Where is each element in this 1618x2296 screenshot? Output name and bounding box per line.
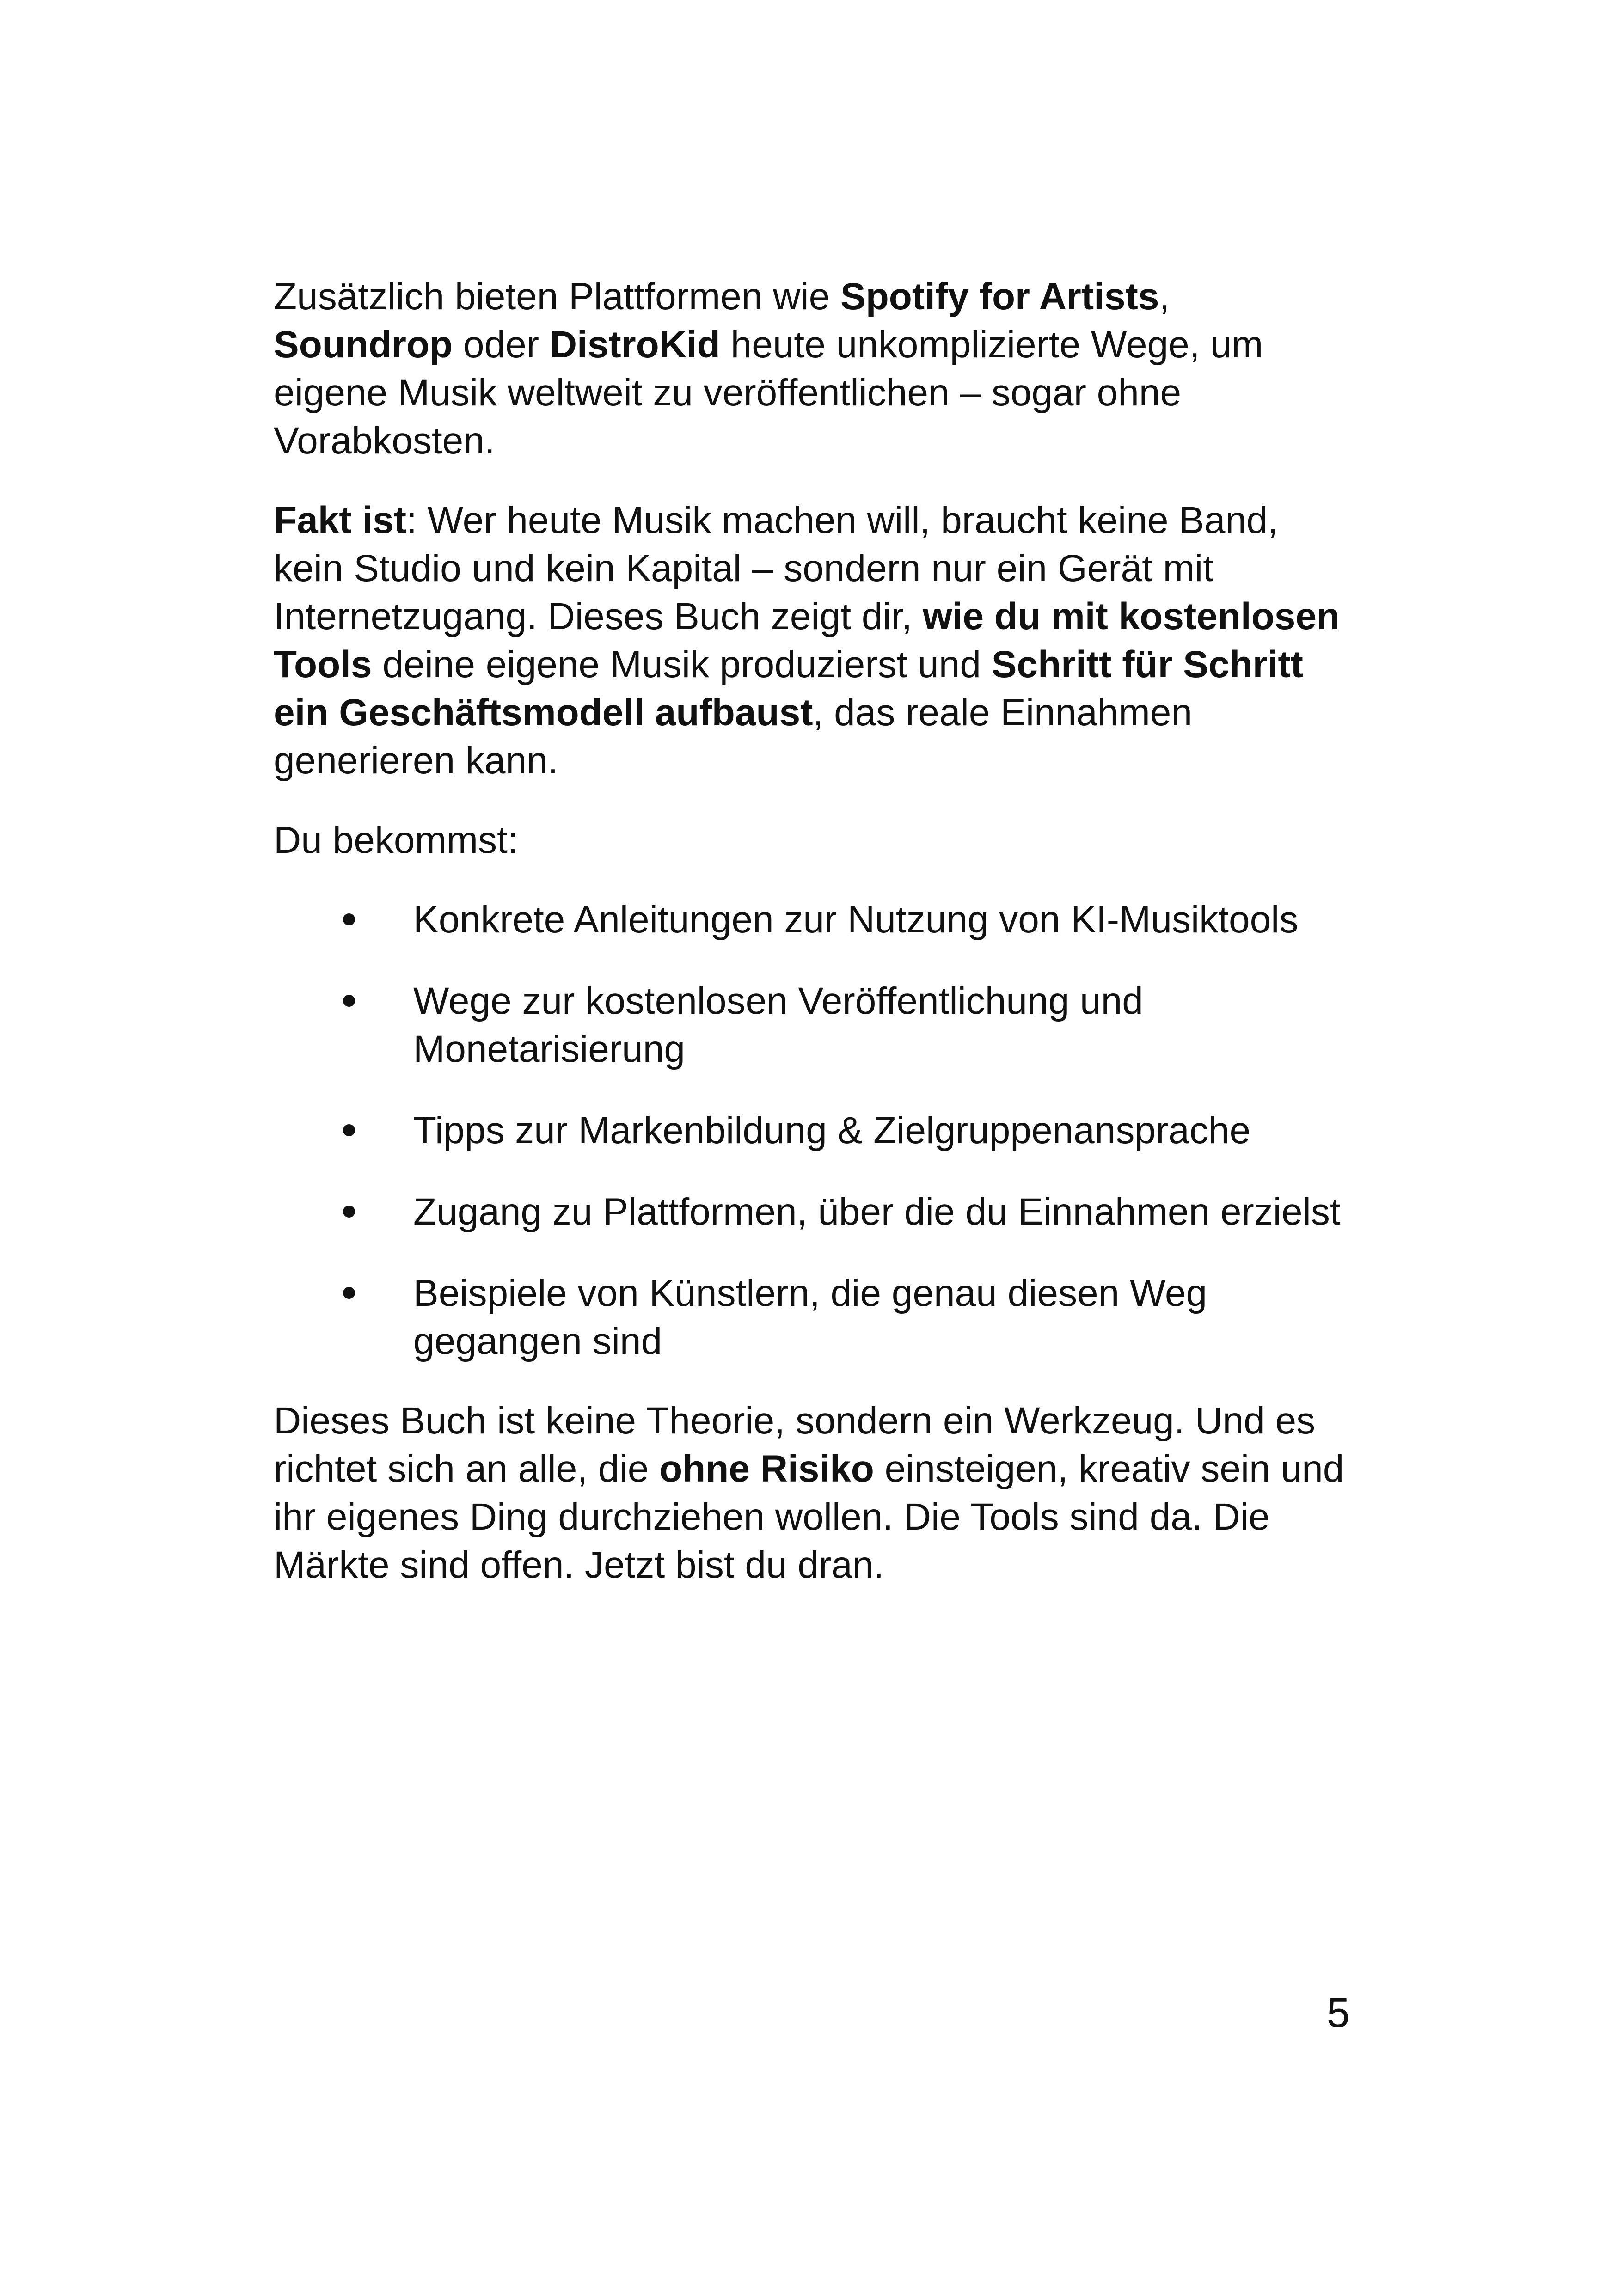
bold-distrokid: DistroKid xyxy=(549,324,720,366)
list-item xyxy=(274,1269,1351,1365)
bullet-icon xyxy=(343,1206,355,1218)
text-run: : Wer heute Musik machen will, braucht keine Band, kein Studio und kein Kapital – sondern nur ein Gerät mit Internetzugang. Dieses Buch zeigt dir, xyxy=(274,499,1278,637)
paragraph-platforms xyxy=(274,273,1351,465)
text-run: deine eigene Musik produzierst und xyxy=(372,643,992,686)
list-item-text: Zugang zu Plattformen, über die du Einnahmen erzielst xyxy=(413,1191,1341,1233)
list-item-text: Konkrete Anleitungen zur Nutzung von KI-Musiktools xyxy=(413,899,1299,941)
bold-spotify-for-artists: Spotify for Artists xyxy=(840,276,1159,318)
text-run: , xyxy=(1159,276,1170,318)
bold-ohne-risiko: ohne Risiko xyxy=(659,1448,874,1490)
list-item-text: Tipps zur Markenbildung & Zielgruppenansprache xyxy=(413,1109,1251,1151)
paragraph-fakt-ist xyxy=(274,496,1351,785)
list-item-text: Wege zur kostenlosen Veröffentlichung und Monetarisierung xyxy=(413,980,1143,1070)
text-run: heute unkomplizierte Wege, um eigene Musik weltweit zu veröffentlichen – sogar ohne Vorabkosten. xyxy=(274,324,1263,462)
paragraph-closing xyxy=(274,1397,1351,1589)
list-item xyxy=(274,1188,1351,1236)
text-run: einsteigen, kreativ sein und ihr eigenes Ding durchziehen wollen. Die Tools sind da. Die Märkte sind offen. Jetzt bist du dran. xyxy=(274,1448,1344,1586)
bold-geschaeftsmodell: Schritt für Schritt ein Geschäftsmodell aufbaust xyxy=(274,643,1303,734)
bullet-icon xyxy=(343,913,355,925)
bold-fakt-ist: Fakt ist xyxy=(274,499,407,541)
text-run: Zusätzlich bieten Plattformen wie xyxy=(274,276,840,318)
list-item-text: Beispiele von Künstlern, die genau diesen Weg gegangen sind xyxy=(413,1272,1207,1362)
bullet-icon xyxy=(343,1124,355,1136)
bullet-icon xyxy=(343,1287,355,1299)
bold-kostenlose-tools: wie du mit kostenlosen Tools xyxy=(274,595,1340,686)
page-body xyxy=(274,273,1351,1621)
bold-soundrop: Soundrop xyxy=(274,324,453,366)
bullet-icon xyxy=(343,995,355,1007)
benefits-list xyxy=(274,896,1351,1365)
text-run: Du bekommst: xyxy=(274,819,518,861)
list-item xyxy=(274,896,1351,944)
text-run: Dieses Buch ist keine Theorie, sondern ein Werkzeug. Und es richtet sich an alle, die xyxy=(274,1400,1316,1490)
page-number: 5 xyxy=(1326,1990,1350,2036)
list-item xyxy=(274,1107,1351,1155)
paragraph-du-bekommst xyxy=(274,816,1351,864)
list-item xyxy=(274,977,1351,1073)
text-run: , das reale Einnahmen generieren kann. xyxy=(274,692,1193,782)
text-run: oder xyxy=(453,324,550,366)
